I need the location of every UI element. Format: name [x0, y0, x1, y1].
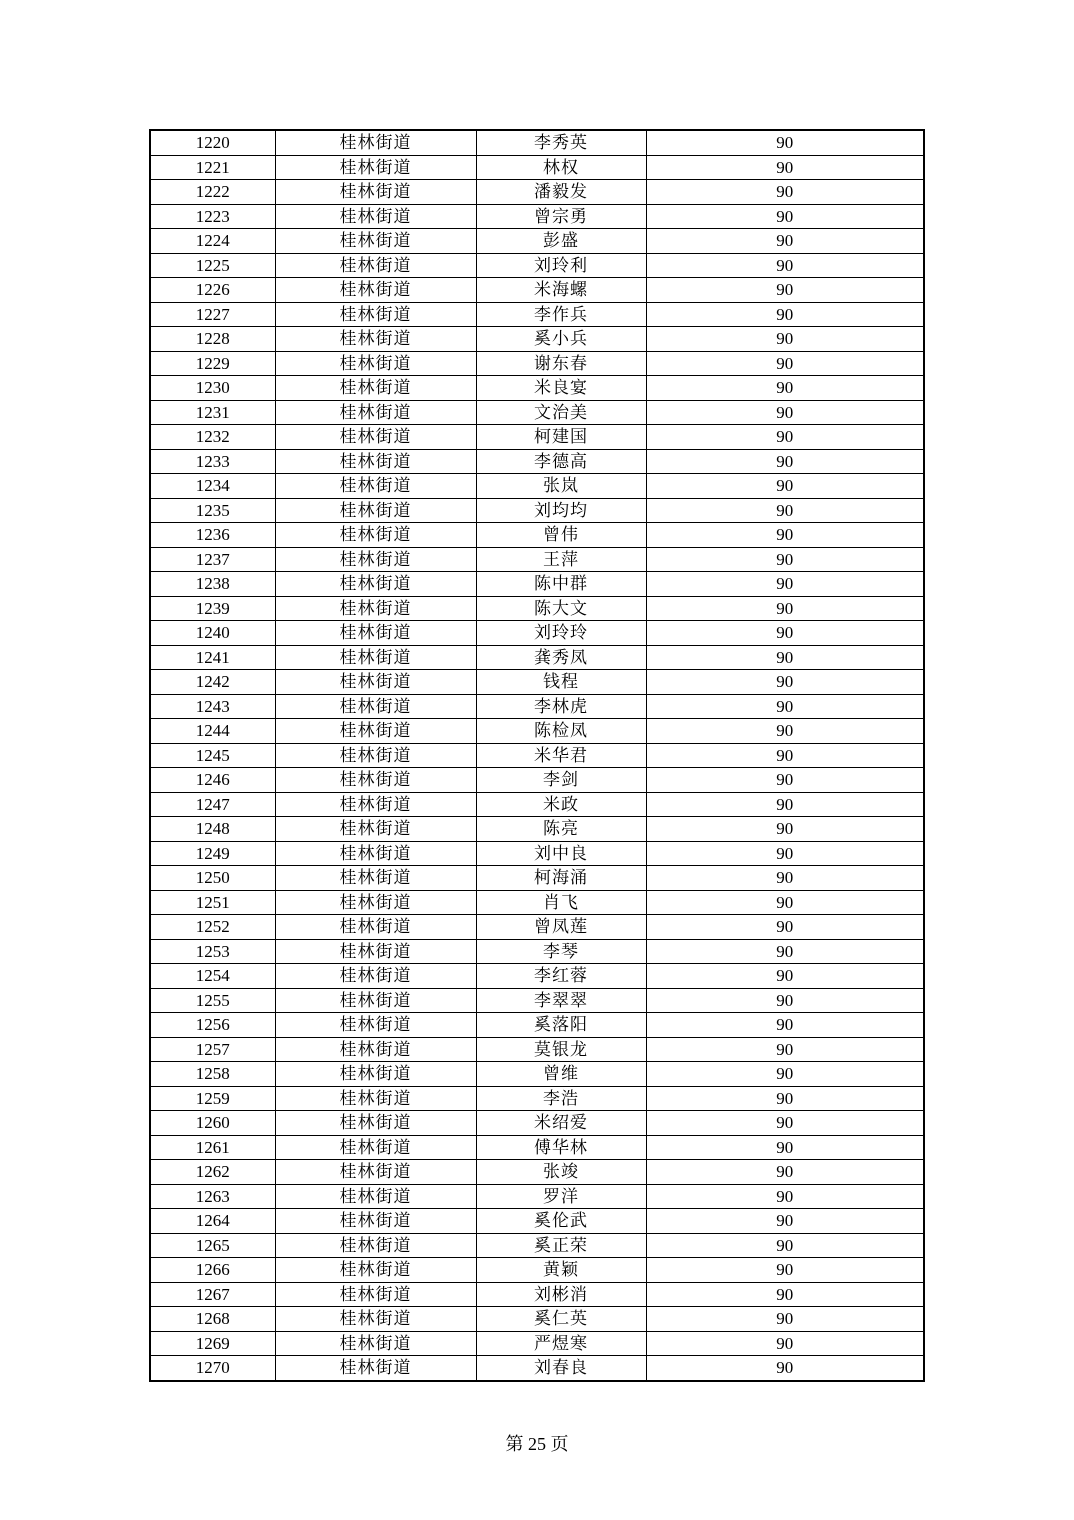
row-number-cell: 1232	[150, 425, 275, 450]
person-name-cell: 奚仁英	[476, 1307, 646, 1332]
street-cell: 桂林街道	[275, 670, 476, 695]
person-name-cell: 陈大文	[476, 596, 646, 621]
table-row	[150, 1356, 924, 1381]
table-row	[150, 474, 924, 499]
street-cell: 桂林街道	[275, 1331, 476, 1356]
row-number-cell: 1254	[150, 964, 275, 989]
row-number-cell: 1222	[150, 180, 275, 205]
street-cell: 桂林街道	[275, 694, 476, 719]
table-row	[150, 180, 924, 205]
row-number-cell: 1252	[150, 915, 275, 940]
score-cell: 90	[646, 1356, 924, 1381]
row-number-cell: 1246	[150, 768, 275, 793]
person-name-cell: 刘均均	[476, 498, 646, 523]
person-name-cell: 肖飞	[476, 890, 646, 915]
row-number-cell: 1227	[150, 302, 275, 327]
page-number: 第 25 页	[505, 1434, 569, 1454]
street-cell: 桂林街道	[275, 1209, 476, 1234]
person-name-cell: 黄颖	[476, 1258, 646, 1283]
person-name-cell: 奚伦武	[476, 1209, 646, 1234]
table-row	[150, 1233, 924, 1258]
person-name-cell: 柯海涌	[476, 866, 646, 891]
row-number-cell: 1264	[150, 1209, 275, 1234]
score-cell: 90	[646, 180, 924, 205]
score-cell: 90	[646, 694, 924, 719]
row-number-cell: 1236	[150, 523, 275, 548]
street-cell: 桂林街道	[275, 621, 476, 646]
street-cell: 桂林街道	[275, 1282, 476, 1307]
score-cell: 90	[646, 719, 924, 744]
person-name-cell: 米海螺	[476, 278, 646, 303]
street-cell: 桂林街道	[275, 939, 476, 964]
person-name-cell: 林权	[476, 155, 646, 180]
person-name-cell: 龚秀凤	[476, 645, 646, 670]
person-name-cell: 莫银龙	[476, 1037, 646, 1062]
score-cell: 90	[646, 1331, 924, 1356]
street-cell: 桂林街道	[275, 474, 476, 499]
street-cell: 桂林街道	[275, 253, 476, 278]
row-number-cell: 1263	[150, 1184, 275, 1209]
street-cell: 桂林街道	[275, 1013, 476, 1038]
street-cell: 桂林街道	[275, 817, 476, 842]
street-cell: 桂林街道	[275, 498, 476, 523]
table-row	[150, 302, 924, 327]
person-name-cell: 罗洋	[476, 1184, 646, 1209]
table-row	[150, 890, 924, 915]
street-cell: 桂林街道	[275, 890, 476, 915]
person-name-cell: 李林虎	[476, 694, 646, 719]
street-cell: 桂林街道	[275, 1258, 476, 1283]
person-name-cell: 李浩	[476, 1086, 646, 1111]
table-row	[150, 1282, 924, 1307]
row-number-cell: 1257	[150, 1037, 275, 1062]
person-name-cell: 柯建国	[476, 425, 646, 450]
score-cell: 90	[646, 1233, 924, 1258]
person-name-cell: 李翠翠	[476, 988, 646, 1013]
score-cell: 90	[646, 890, 924, 915]
score-cell: 90	[646, 130, 924, 155]
street-cell: 桂林街道	[275, 204, 476, 229]
street-cell: 桂林街道	[275, 1160, 476, 1185]
table-row	[150, 572, 924, 597]
score-cell: 90	[646, 547, 924, 572]
person-name-cell: 曾凤莲	[476, 915, 646, 940]
table-row	[150, 645, 924, 670]
table-row	[150, 400, 924, 425]
table-row	[150, 817, 924, 842]
person-name-cell: 李剑	[476, 768, 646, 793]
row-number-cell: 1226	[150, 278, 275, 303]
street-cell: 桂林街道	[275, 376, 476, 401]
row-number-cell: 1238	[150, 572, 275, 597]
score-cell: 90	[646, 572, 924, 597]
row-number-cell: 1220	[150, 130, 275, 155]
row-number-cell: 1245	[150, 743, 275, 768]
street-cell: 桂林街道	[275, 1037, 476, 1062]
street-cell: 桂林街道	[275, 792, 476, 817]
score-cell: 90	[646, 621, 924, 646]
street-cell: 桂林街道	[275, 180, 476, 205]
street-cell: 桂林街道	[275, 1184, 476, 1209]
person-name-cell: 曾伟	[476, 523, 646, 548]
person-name-cell: 刘春良	[476, 1356, 646, 1381]
score-cell: 90	[646, 841, 924, 866]
street-cell: 桂林街道	[275, 841, 476, 866]
score-cell: 90	[646, 1184, 924, 1209]
street-cell: 桂林街道	[275, 645, 476, 670]
person-name-cell: 刘彬消	[476, 1282, 646, 1307]
table-row	[150, 253, 924, 278]
score-cell: 90	[646, 1258, 924, 1283]
score-cell: 90	[646, 743, 924, 768]
person-name-cell: 曾宗勇	[476, 204, 646, 229]
person-name-cell: 刘玲利	[476, 253, 646, 278]
person-name-cell: 李德高	[476, 449, 646, 474]
table-row	[150, 670, 924, 695]
score-cell: 90	[646, 817, 924, 842]
row-number-cell: 1234	[150, 474, 275, 499]
row-number-cell: 1231	[150, 400, 275, 425]
row-number-cell: 1251	[150, 890, 275, 915]
street-cell: 桂林街道	[275, 988, 476, 1013]
score-cell: 90	[646, 302, 924, 327]
score-cell: 90	[646, 425, 924, 450]
table-row	[150, 1037, 924, 1062]
row-number-cell: 1256	[150, 1013, 275, 1038]
table-row	[150, 1111, 924, 1136]
person-name-cell: 傅华林	[476, 1135, 646, 1160]
table-row	[150, 1062, 924, 1087]
score-cell: 90	[646, 400, 924, 425]
score-cell: 90	[646, 596, 924, 621]
street-cell: 桂林街道	[275, 327, 476, 352]
row-number-cell: 1242	[150, 670, 275, 695]
person-name-cell: 奚小兵	[476, 327, 646, 352]
table-row	[150, 130, 924, 155]
street-cell: 桂林街道	[275, 229, 476, 254]
person-name-cell: 曾维	[476, 1062, 646, 1087]
street-cell: 桂林街道	[275, 523, 476, 548]
table-row	[150, 327, 924, 352]
table-row	[150, 743, 924, 768]
score-cell: 90	[646, 253, 924, 278]
street-cell: 桂林街道	[275, 915, 476, 940]
street-cell: 桂林街道	[275, 866, 476, 891]
score-cell: 90	[646, 964, 924, 989]
person-name-cell: 奚正荣	[476, 1233, 646, 1258]
row-number-cell: 1250	[150, 866, 275, 891]
person-name-cell: 文治美	[476, 400, 646, 425]
table-row	[150, 1013, 924, 1038]
person-name-cell: 彭盛	[476, 229, 646, 254]
table-row	[150, 719, 924, 744]
table-row	[150, 1184, 924, 1209]
table-row	[150, 449, 924, 474]
table-row	[150, 1086, 924, 1111]
row-number-cell: 1237	[150, 547, 275, 572]
row-number-cell: 1221	[150, 155, 275, 180]
street-cell: 桂林街道	[275, 719, 476, 744]
table-row	[150, 425, 924, 450]
score-cell: 90	[646, 1013, 924, 1038]
person-name-cell: 陈检凤	[476, 719, 646, 744]
table-row	[150, 792, 924, 817]
person-name-cell: 米政	[476, 792, 646, 817]
person-name-cell: 钱程	[476, 670, 646, 695]
score-cell: 90	[646, 1135, 924, 1160]
score-cell: 90	[646, 670, 924, 695]
person-name-cell: 李秀英	[476, 130, 646, 155]
table-row	[150, 621, 924, 646]
street-cell: 桂林街道	[275, 1086, 476, 1111]
street-cell: 桂林街道	[275, 1307, 476, 1332]
table-row	[150, 768, 924, 793]
row-number-cell: 1230	[150, 376, 275, 401]
street-cell: 桂林街道	[275, 743, 476, 768]
street-cell: 桂林街道	[275, 1062, 476, 1087]
row-number-cell: 1240	[150, 621, 275, 646]
street-cell: 桂林街道	[275, 768, 476, 793]
score-cell: 90	[646, 204, 924, 229]
row-number-cell: 1259	[150, 1086, 275, 1111]
table-row	[150, 523, 924, 548]
street-cell: 桂林街道	[275, 449, 476, 474]
street-cell: 桂林街道	[275, 1135, 476, 1160]
table-row	[150, 278, 924, 303]
row-number-cell: 1223	[150, 204, 275, 229]
row-number-cell: 1255	[150, 988, 275, 1013]
score-cell: 90	[646, 523, 924, 548]
person-name-cell: 张岚	[476, 474, 646, 499]
score-cell: 90	[646, 278, 924, 303]
table-row	[150, 939, 924, 964]
row-number-cell: 1233	[150, 449, 275, 474]
score-cell: 90	[646, 229, 924, 254]
row-number-cell: 1244	[150, 719, 275, 744]
row-number-cell: 1262	[150, 1160, 275, 1185]
score-cell: 90	[646, 645, 924, 670]
row-number-cell: 1253	[150, 939, 275, 964]
table-row	[150, 1258, 924, 1283]
row-number-cell: 1243	[150, 694, 275, 719]
score-cell: 90	[646, 498, 924, 523]
person-name-cell: 张竣	[476, 1160, 646, 1185]
table-row	[150, 229, 924, 254]
row-number-cell: 1270	[150, 1356, 275, 1381]
score-cell: 90	[646, 1062, 924, 1087]
score-cell: 90	[646, 1086, 924, 1111]
person-name-cell: 米华君	[476, 743, 646, 768]
row-number-cell: 1229	[150, 351, 275, 376]
person-name-cell: 李红蓉	[476, 964, 646, 989]
street-cell: 桂林街道	[275, 400, 476, 425]
table-row	[150, 1160, 924, 1185]
person-name-cell: 米绍爱	[476, 1111, 646, 1136]
person-name-cell: 王萍	[476, 547, 646, 572]
person-name-cell: 奚落阳	[476, 1013, 646, 1038]
table-row	[150, 547, 924, 572]
table-row	[150, 155, 924, 180]
score-cell: 90	[646, 768, 924, 793]
table-row	[150, 841, 924, 866]
table-row	[150, 1307, 924, 1332]
table-row	[150, 351, 924, 376]
street-cell: 桂林街道	[275, 155, 476, 180]
table-row	[150, 694, 924, 719]
table-row	[150, 596, 924, 621]
score-cell: 90	[646, 915, 924, 940]
person-name-cell: 刘玲玲	[476, 621, 646, 646]
row-number-cell: 1247	[150, 792, 275, 817]
person-name-cell: 李作兵	[476, 302, 646, 327]
table-row	[150, 1209, 924, 1234]
score-cell: 90	[646, 376, 924, 401]
score-cell: 90	[646, 792, 924, 817]
street-cell: 桂林街道	[275, 1356, 476, 1381]
person-name-cell: 陈亮	[476, 817, 646, 842]
table-body	[150, 130, 924, 1381]
score-cell: 90	[646, 1111, 924, 1136]
row-number-cell: 1261	[150, 1135, 275, 1160]
row-number-cell: 1266	[150, 1258, 275, 1283]
row-number-cell: 1268	[150, 1307, 275, 1332]
street-cell: 桂林街道	[275, 572, 476, 597]
score-cell: 90	[646, 449, 924, 474]
score-cell: 90	[646, 1209, 924, 1234]
score-cell: 90	[646, 474, 924, 499]
person-name-cell: 潘毅发	[476, 180, 646, 205]
score-cell: 90	[646, 1282, 924, 1307]
score-cell: 90	[646, 988, 924, 1013]
data-table	[149, 129, 925, 1382]
table-row	[150, 988, 924, 1013]
row-number-cell: 1260	[150, 1111, 275, 1136]
score-cell: 90	[646, 1307, 924, 1332]
person-name-cell: 谢东春	[476, 351, 646, 376]
table-row	[150, 964, 924, 989]
street-cell: 桂林街道	[275, 596, 476, 621]
person-name-cell: 严煜寒	[476, 1331, 646, 1356]
person-name-cell: 刘中良	[476, 841, 646, 866]
street-cell: 桂林街道	[275, 964, 476, 989]
row-number-cell: 1224	[150, 229, 275, 254]
person-name-cell: 陈中群	[476, 572, 646, 597]
score-cell: 90	[646, 327, 924, 352]
street-cell: 桂林街道	[275, 425, 476, 450]
row-number-cell: 1228	[150, 327, 275, 352]
table-row	[150, 915, 924, 940]
street-cell: 桂林街道	[275, 278, 476, 303]
row-number-cell: 1265	[150, 1233, 275, 1258]
row-number-cell: 1258	[150, 1062, 275, 1087]
person-name-cell: 米良宴	[476, 376, 646, 401]
street-cell: 桂林街道	[275, 547, 476, 572]
table-row	[150, 866, 924, 891]
street-cell: 桂林街道	[275, 351, 476, 376]
street-cell: 桂林街道	[275, 1111, 476, 1136]
table-row	[150, 1135, 924, 1160]
score-cell: 90	[646, 155, 924, 180]
row-number-cell: 1249	[150, 841, 275, 866]
score-cell: 90	[646, 866, 924, 891]
street-cell: 桂林街道	[275, 130, 476, 155]
table-row	[150, 498, 924, 523]
score-cell: 90	[646, 1160, 924, 1185]
score-cell: 90	[646, 351, 924, 376]
table-row	[150, 376, 924, 401]
row-number-cell: 1248	[150, 817, 275, 842]
row-number-cell: 1241	[150, 645, 275, 670]
row-number-cell: 1239	[150, 596, 275, 621]
row-number-cell: 1267	[150, 1282, 275, 1307]
score-cell: 90	[646, 939, 924, 964]
street-cell: 桂林街道	[275, 302, 476, 327]
street-cell: 桂林街道	[275, 1233, 476, 1258]
row-number-cell: 1269	[150, 1331, 275, 1356]
table-row	[150, 1331, 924, 1356]
row-number-cell: 1225	[150, 253, 275, 278]
person-name-cell: 李琴	[476, 939, 646, 964]
score-cell: 90	[646, 1037, 924, 1062]
table-row	[150, 204, 924, 229]
row-number-cell: 1235	[150, 498, 275, 523]
